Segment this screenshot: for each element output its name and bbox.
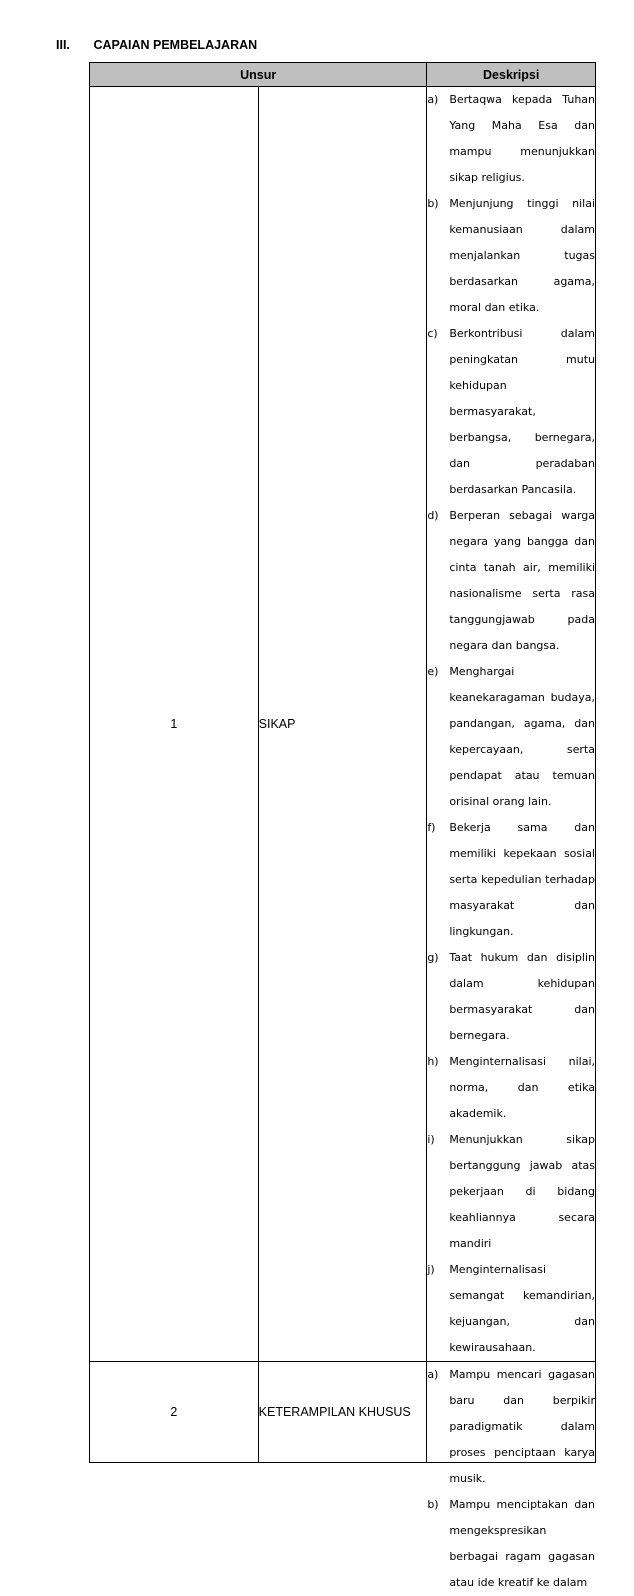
- list-item: [427, 503, 595, 659]
- learning-outcomes-table: [89, 62, 596, 1589]
- item-letter: b): [427, 1498, 439, 1511]
- list-item: [427, 87, 595, 191]
- item-text: Berkontribusi dalam peningkatan mutu kehidupan bermasyarakat, berbangsa, bernegara, dan peradaban berdasarkan Pancasila.: [449, 327, 595, 496]
- item-text: Mampu menciptakan dan mengekspresikan berbagai ragam gagasan atau ide kreatif ke dalam: [449, 1498, 595, 1589]
- list-item: [427, 191, 595, 321]
- table-row: [90, 87, 596, 1362]
- item-letter: g): [427, 951, 439, 964]
- list-item: [427, 1492, 595, 1596]
- list-item: [427, 1049, 595, 1127]
- table-header-row: [90, 63, 596, 87]
- description-clip: [427, 1362, 595, 1589]
- header-deskripsi: Deskripsi: [427, 63, 596, 87]
- row-unsur: KETERAMPILAN KHUSUS: [258, 1362, 427, 1463]
- header-unsur: Unsur: [90, 63, 427, 87]
- item-text: Berperan sebagai warga negara yang bangga dan cinta tanah air, memiliki nasionalisme serta rasa tanggungjawab pada negara dan bangsa.: [449, 509, 595, 652]
- list-item: [427, 815, 595, 945]
- row-description: [427, 1362, 596, 1589]
- row-number: 2: [90, 1362, 259, 1463]
- row-unsur: SIKAP: [258, 87, 427, 1362]
- item-letter: d): [427, 509, 439, 522]
- section-number: III.: [56, 38, 70, 52]
- table-row: [90, 1362, 596, 1463]
- item-text: Bertaqwa kepada Tuhan Yang Maha Esa dan mampu menunjukkan sikap religius.: [449, 93, 595, 184]
- item-text: Taat hukum dan disiplin dalam kehidupan bermasyarakat dan bernegara.: [449, 951, 595, 1042]
- item-text: Menghargai keanekaragaman budaya, pandangan, agama, dan kepercayaan, serta pendapat atau temuan orisinal orang lain.: [449, 665, 595, 808]
- item-text: Menginternalisasi nilai, norma, dan etika akademik.: [449, 1055, 595, 1120]
- item-letter: i): [427, 1133, 435, 1146]
- list-item: [427, 659, 595, 815]
- item-letter: a): [427, 93, 439, 106]
- item-letter: f): [427, 821, 436, 834]
- list-item: [427, 945, 595, 1049]
- section-title: CAPAIAN PEMBELAJARAN: [93, 38, 258, 52]
- item-letter: a): [427, 1368, 439, 1381]
- section-heading: [56, 38, 257, 52]
- list-item: [427, 1127, 595, 1257]
- row-description: [427, 87, 596, 1362]
- item-text: Mampu mencari gagasan baru dan berpikir paradigmatik dalam proses penciptaan karya musik.: [449, 1368, 595, 1485]
- item-letter: b): [427, 197, 439, 210]
- item-letter: h): [427, 1055, 439, 1068]
- item-text: Menjunjung tinggi nilai kemanusiaan dalam menjalankan tugas berdasarkan agama, moral dan etika.: [449, 197, 595, 314]
- list-item: [427, 1257, 595, 1361]
- item-letter: j): [427, 1263, 435, 1276]
- row-number: 1: [90, 87, 259, 1362]
- item-text: Menginternalisasi semangat kemandirian, kejuangan, dan kewirausahaan.: [449, 1263, 595, 1354]
- list-item: [427, 321, 595, 503]
- item-text: Menunjukkan sikap bertanggung jawab atas pekerjaan di bidang keahliannya secara mandiri: [449, 1133, 595, 1250]
- item-letter: e): [427, 665, 439, 678]
- item-letter: c): [427, 327, 438, 340]
- item-text: Bekerja sama dan memiliki kepekaan sosial serta kepedulian terhadap masyarakat dan lingkungan.: [449, 821, 595, 938]
- list-item: [427, 1362, 595, 1492]
